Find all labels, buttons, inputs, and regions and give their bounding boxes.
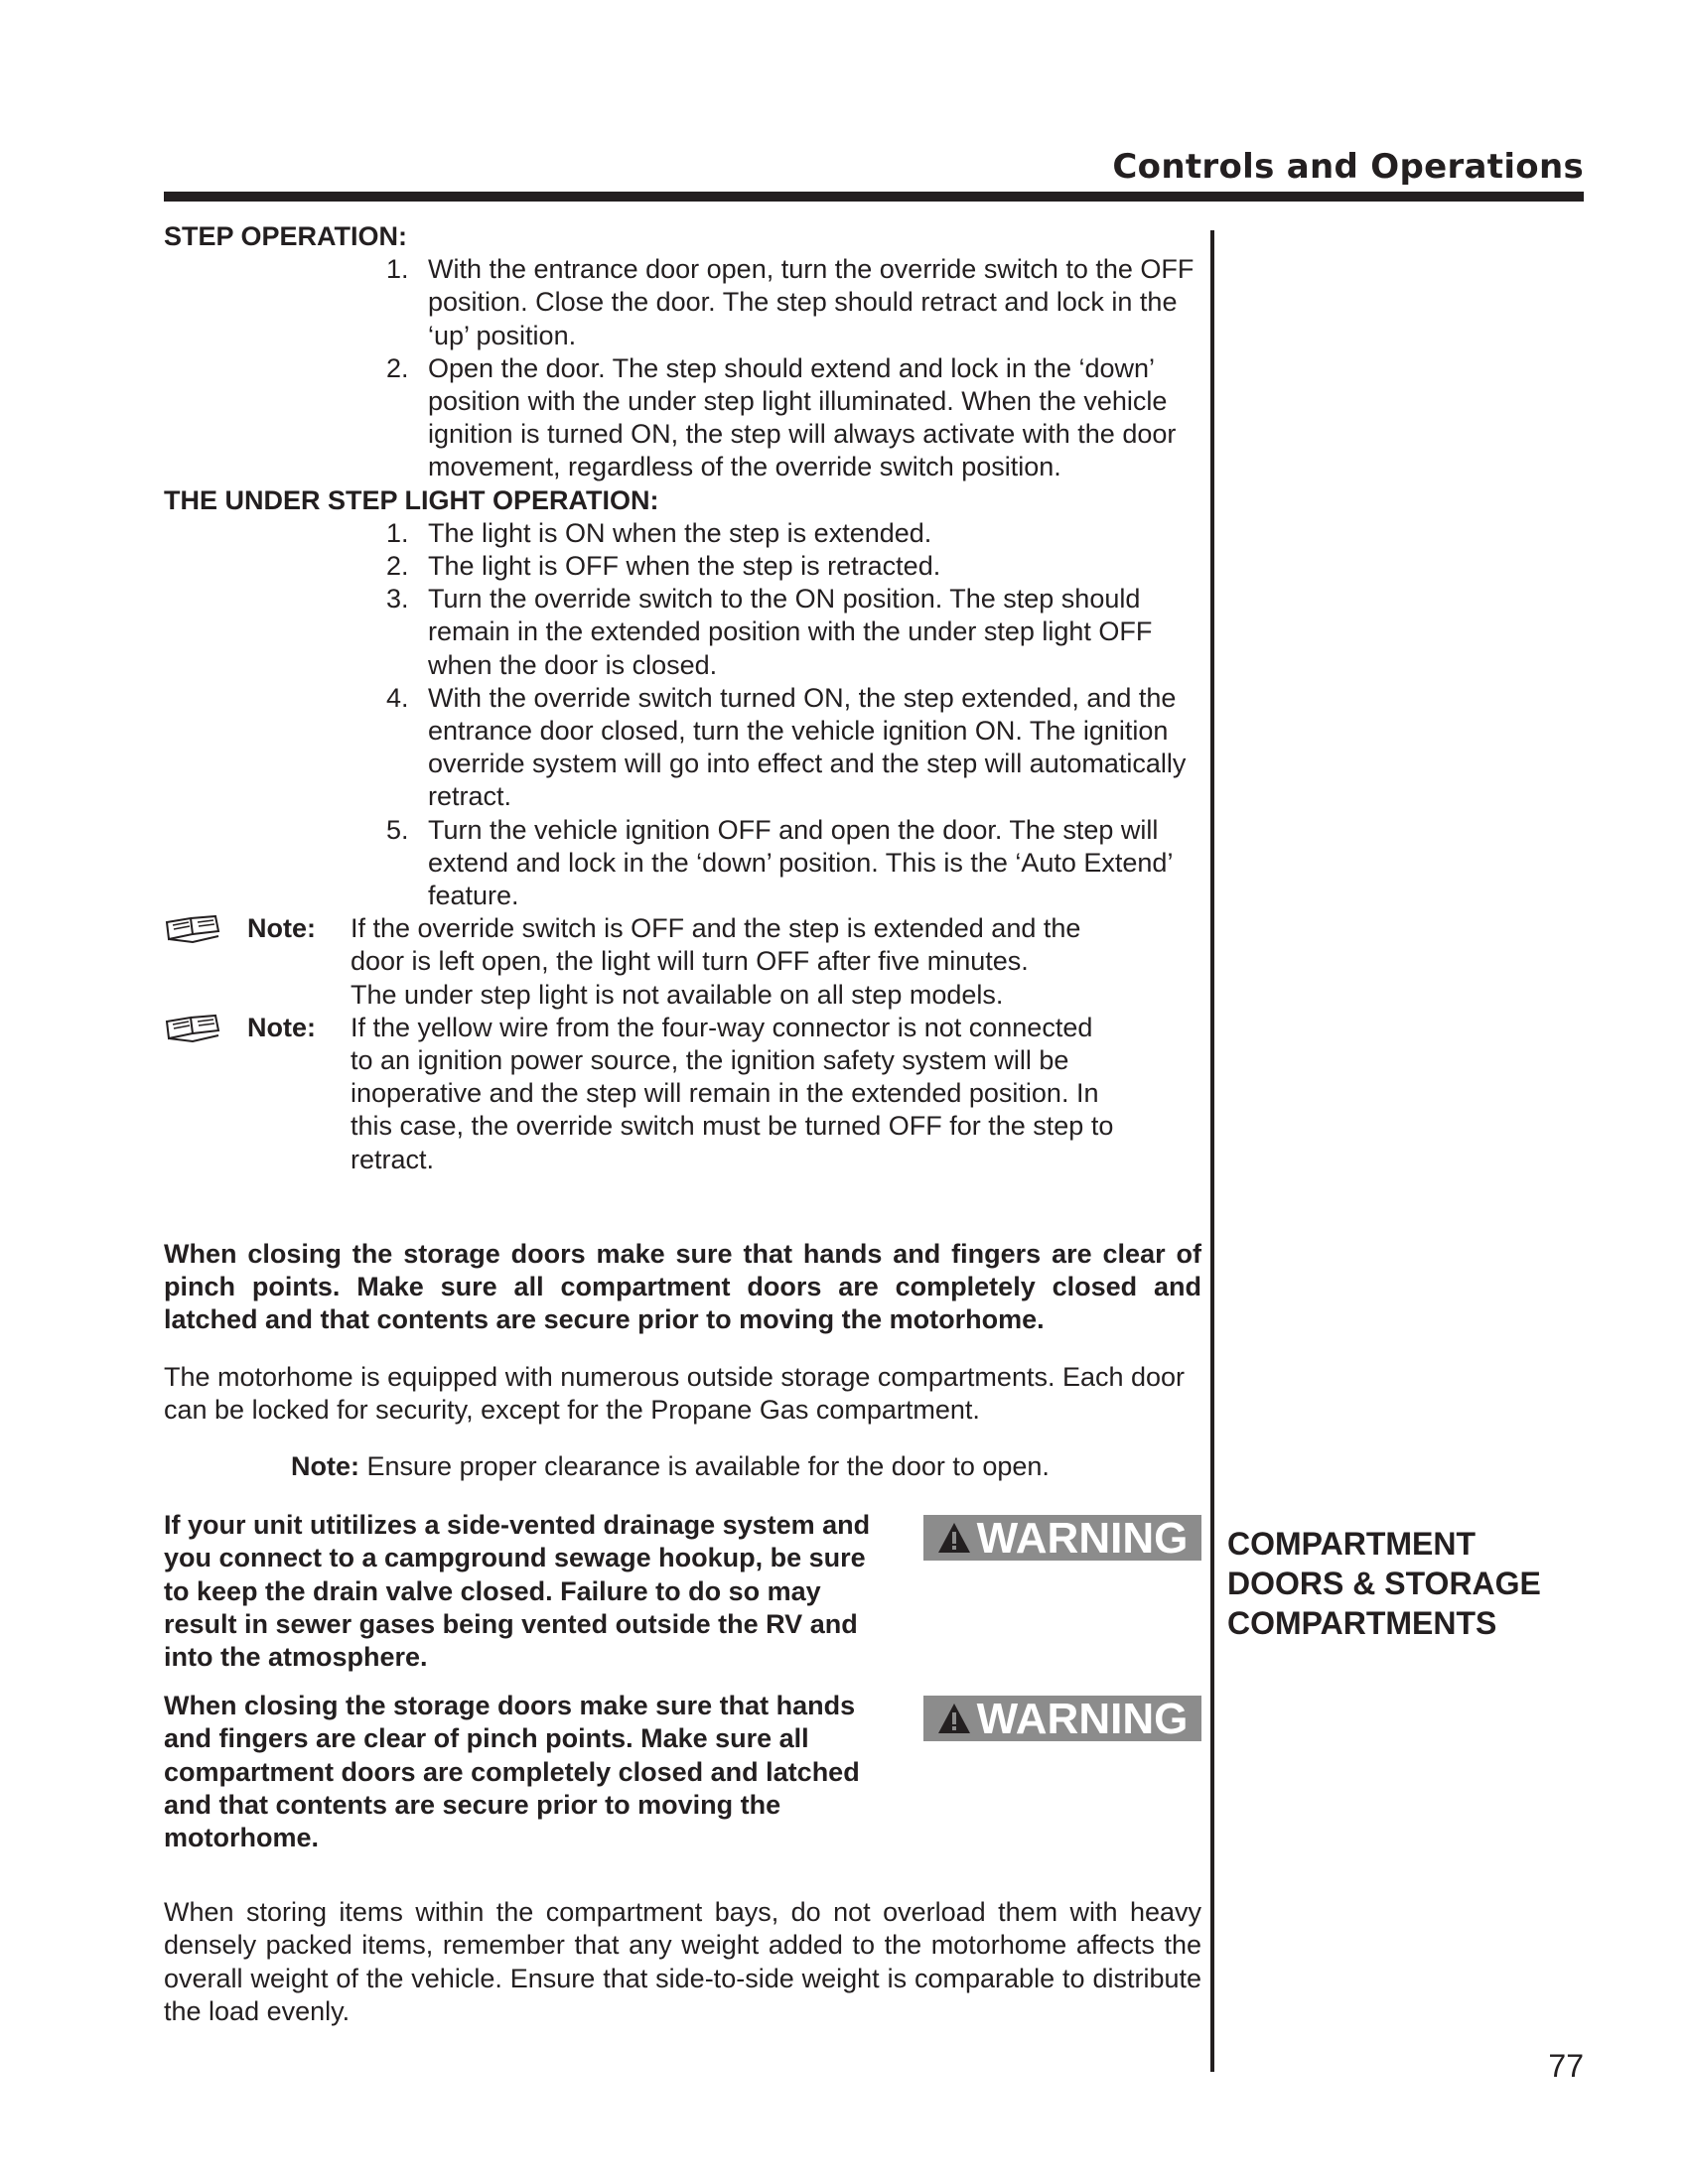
list-item [386,583,1201,682]
step-operation-heading: STEP OPERATION: [164,221,408,251]
step-operation-list [164,253,1201,483]
note-body [351,1012,1201,1176]
storage-caution-text: When closing the storage doors make sure that hands and fingers are clear of pinch points. Make sure all compartment doors are completely closed and latched and that contents are secure prior to moving the motorhome. [164,1238,1201,1335]
list-item-number: 3. [386,584,409,614]
list-item [386,814,1201,913]
page-header-title: Controls and Operations [1112,147,1584,187]
list-item-text: Turn the vehicle ignition OFF and open the door. The step will extend and lock in the ‘down’ position. This is the ‘Auto Extend’ feature. [428,814,1173,911]
warning-text: If your unit utitilizes a side-vented drainage system and you connect to a campground sewage hookup, be sure to keep the drain valve closed. Failure to do so may result in sewer gases being vented outside the RV and into the atmosphere. [164,1510,871,1672]
note-text: If the yellow wire from the four-way connector is not connected to an ignition power source, the ignition safety system will be inoperative and the step will remain in the extended position. In this case, the override switch must be turned OFF for the step to retract. [351,1012,1114,1174]
storage-load-paragraph: When storing items within the compartment bays, do not overload them with heavy densely packed items, remember that any weight added to the motorhome affects the overall weight of the vehicle. Ensure that side-to-side weight is comparable to distribute the load evenly. [164,1897,1201,2026]
list-item-number: 1. [386,254,409,285]
list-item [386,682,1201,814]
warning-badge-label: WARNING [976,1513,1189,1563]
note-text: If the override switch is OFF and the step is extended and the door is left open, the light will turn OFF after five minutes. [351,913,1081,977]
list-item-number: 2. [386,551,409,582]
list-item-text: The light is ON when the step is extended. [428,517,932,548]
note-text: The under step light is not available on all step models. [351,979,1004,1010]
book-icon [164,1014,221,1043]
warning-triangle-icon [937,1702,971,1735]
list-item-text: With the entrance door open, turn the override switch to the OFF position. Close the door. The step should retract and lock in the ‘up’ position. [428,254,1195,350]
note-1 [164,912,1201,1012]
note-label: Note: [247,913,316,944]
list-item-text: Turn the override switch to the ON position. The step should remain in the extended position with the under step light OFF when the door is closed. [428,584,1153,680]
list-item-text: Open the door. The step should extend and lock in the ‘down’ position with the under step light illuminated. When the vehicle ignition is turned ON, the step will always activate with the door movement, regardless of the override switch position. [428,352,1177,482]
list-item [386,517,1201,550]
book-icon [164,914,221,944]
page-number: 77 [1548,2048,1584,2084]
warning-block-2 [164,1690,1201,1854]
list-item [386,352,1201,484]
under-step-light-list [164,517,1201,912]
list-item-number: 2. [386,352,409,383]
list-item [386,253,1201,352]
note-label: Note: [247,1012,316,1042]
list-item-number: 5. [386,814,409,845]
warning-badge [923,1515,1201,1561]
warning-badge [923,1696,1201,1741]
list-item [386,550,1201,583]
column-divider [1210,230,1214,2072]
note-2 [164,1012,1201,1176]
under-step-light-heading: THE UNDER STEP LIGHT OPERATION: [164,484,659,515]
clearance-note-text: Ensure proper clearance is available for the door to open. [366,1450,1050,1481]
warning-text: When closing the storage doors make sure that hands and fingers are clear of pinch points. Make sure all compartment doors are completely closed and latched and that contents are secure prior to moving the motorhome. [164,1691,860,1852]
list-item-number: 1. [386,517,409,548]
main-column [164,220,1201,2028]
note-body [351,912,1201,1012]
header-rule [164,192,1584,202]
list-item-number: 4. [386,682,409,713]
storage-description: The motorhome is equipped with numerous outside storage compartments. Each door can be locked for security, except for the Propane Gas compartment. [164,1361,1186,1425]
warning-badge-label: WARNING [976,1694,1189,1743]
list-item-text: The light is OFF when the step is retracted. [428,551,941,582]
warning-triangle-icon [937,1521,971,1555]
clearance-note [164,1450,1201,1483]
side-heading: COMPARTMENT DOORS & STORAGE COMPARTMENTS [1227,1526,1541,1641]
clearance-note-label: Note: [291,1450,359,1481]
list-item-text: With the override switch turned ON, the step extended, and the entrance door closed, turn the vehicle ignition ON. The ignition override system will go into effect and the step will automatically retract. [428,682,1187,812]
warning-block-1 [164,1509,1201,1674]
